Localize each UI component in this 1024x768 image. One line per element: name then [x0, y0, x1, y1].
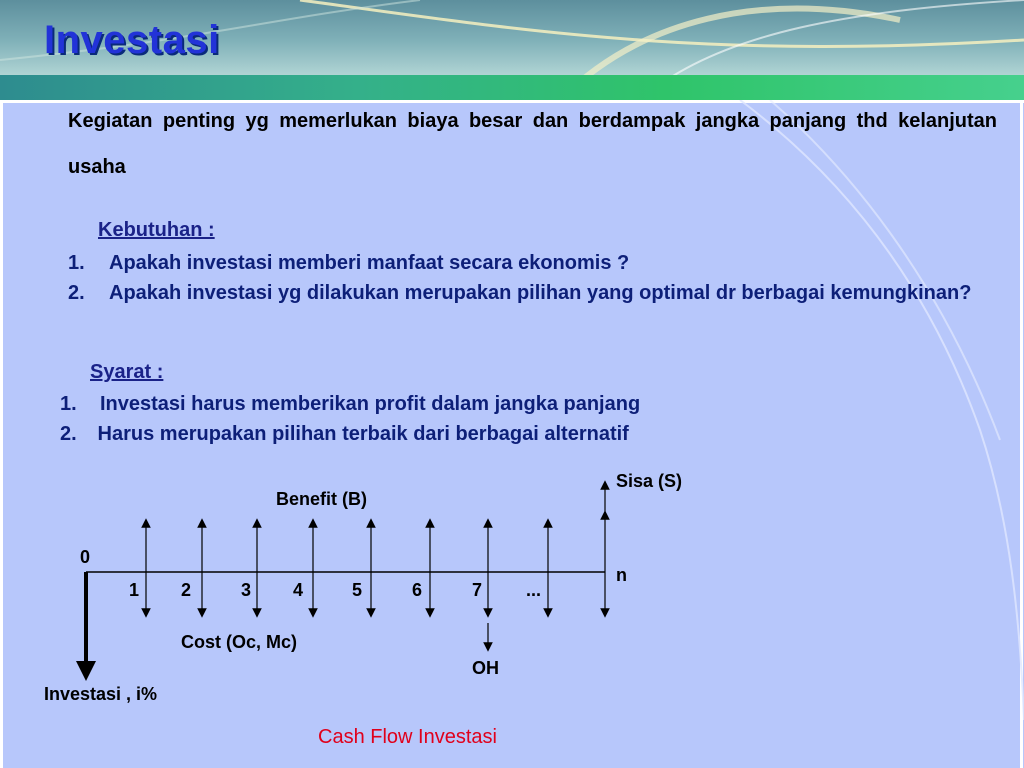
list-item: [60, 419, 820, 449]
list-item: [68, 278, 998, 308]
period-label: 1: [129, 580, 140, 600]
list-number: 1.: [60, 393, 77, 415]
period-label: 2: [181, 580, 192, 600]
list-number: 2.: [68, 282, 85, 304]
period-label: ...: [526, 580, 542, 600]
kebutuhan-list: [68, 248, 998, 308]
figure-caption: Cash Flow Investasi: [318, 726, 497, 748]
intro-text: Kegiatan penting yg memerlukan biaya besar dan berdampak jangka panjang thd kelanjutan usaha: [68, 110, 997, 178]
slide-title: Investasi: [44, 18, 220, 62]
salvage-label: Sisa (S): [616, 471, 683, 491]
kebutuhan-heading: Kebutuhan :: [98, 219, 215, 241]
syarat-list: [60, 389, 820, 449]
list-number: 1.: [68, 252, 85, 274]
period-label: 6: [412, 580, 423, 600]
cost-label: Cost (Oc, Mc): [181, 632, 298, 652]
investment-label: Investasi , i%: [44, 684, 158, 704]
list-item: [68, 248, 998, 278]
syarat-heading: Syarat :: [90, 361, 164, 383]
period-label: 7: [472, 580, 483, 600]
list-text: Apakah investasi memberi manfaat secara ekonomis ?: [109, 252, 630, 274]
period-label: 5: [352, 580, 363, 600]
cash-flow-diagram: [0, 455, 1024, 725]
overhaul-label: OH: [472, 658, 499, 678]
end-label: n: [616, 565, 627, 585]
list-number: 2.: [60, 423, 77, 445]
list-text: Apakah investasi yg dilakukan merupakan pilihan yang optimal dr berbagai kemungkinan?: [109, 282, 972, 304]
period-label: 4: [293, 580, 304, 600]
header-band: [0, 75, 1024, 100]
slide-header: [0, 0, 1024, 100]
list-text: Investasi harus memberikan profit dalam jangka panjang: [100, 393, 641, 415]
list-text: Harus merupakan pilihan terbaik dari berbagai alternatif: [92, 423, 629, 445]
origin-label: 0: [80, 547, 91, 567]
period-label: 3: [241, 580, 252, 600]
list-item: [60, 389, 820, 419]
benefit-label: Benefit (B): [276, 489, 367, 509]
